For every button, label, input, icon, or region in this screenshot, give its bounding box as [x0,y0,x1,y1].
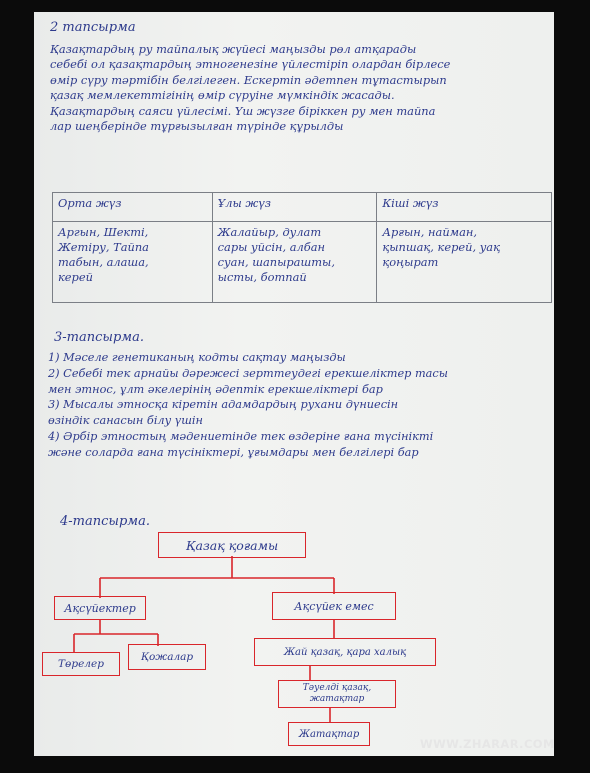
task2-line: себебі ол қазақтардың этногенезіне үйлестіріп олардан бірлесе [50,57,451,72]
table-header-cell: Орта жүз [53,193,213,222]
task2-line: лар шеңберінде тұрғызылған түрінде құрылды [50,119,344,134]
task4-heading: 4-тапсырма. [60,514,150,529]
table-cell: Аргын, Шекті, Жетіру, Тайпа табын, алаша, керей [53,222,213,303]
task3-line: 3) Мысалы этносқа кіретін адамдардың рухани дүниесін [48,398,399,412]
node-right: Ақсүйек емес [272,592,396,620]
node-root: Қазақ қоғамы [158,532,306,558]
node-right-c: Жатақтар [288,722,370,746]
node-right-a: Жай қазақ, қара халық [254,638,436,666]
task2-line: өмір сүру тәртібін белгілеген. Ескертіп әдетпен тұтастырып [50,72,447,87]
table-cell: Жалайыр, дулат сары уйсін, албан суан, шапырашты, ысты, ботпай [212,222,377,303]
task3-list [48,350,448,461]
watermark-text: WWW.ZHARAR.COM [420,737,555,751]
task2-line: Қазақтардың саяси үйлесімі. Үш жүзге біріккен ру мен тайпа [50,103,436,118]
task3-line: 1) Мәселе генетиканың кодты сақтау маңызды [48,351,346,364]
table-header-cell: Кіші жүз [377,193,552,222]
notebook-page [34,12,554,756]
task2-heading: 2 тапсырма [50,20,136,35]
task3-line: 4) Әрбір этностың мәдениетінде тек өздеріне ғана түсінікті [48,429,434,443]
node-right-b: Тәуелді қазақ, жатақтар [278,680,396,708]
task3-line: және соларда ғана түсініктері, ұғымдары мен белгілері бар [48,445,419,459]
node-left-b: Қожалар [128,644,206,670]
table-cell: Арғын, найман, қыпшақ, керей, уақ қоңырат [377,222,552,303]
table-header-row [53,193,552,222]
task2-paragraph [50,42,450,134]
table-header-cell: Ұлы жүз [212,193,377,222]
task3-heading: 3-тапсырма. [54,330,144,345]
task3-line: 2) Себебі тек арнайы дәрежесі зерттеудегі ерекшеліктер тасы [48,366,448,380]
zhuz-table [52,192,552,303]
node-left-a: Төрелер [42,652,120,676]
task2-line: Қазақтардың ру тайпалық жүйесі маңызды рөл атқарады [50,42,417,56]
task3-line: мен этнос, ұлт әкелерінің әдептік ерекшеліктері бар [48,382,383,396]
task3-line: өзіндік санасын білу үшін [48,414,203,428]
node-left: Ақсүйектер [54,596,146,620]
table-row [53,222,552,303]
task2-line: қазақ мемлекеттігінің өмір сүруіне мүмкіндік жасады. [50,88,395,103]
